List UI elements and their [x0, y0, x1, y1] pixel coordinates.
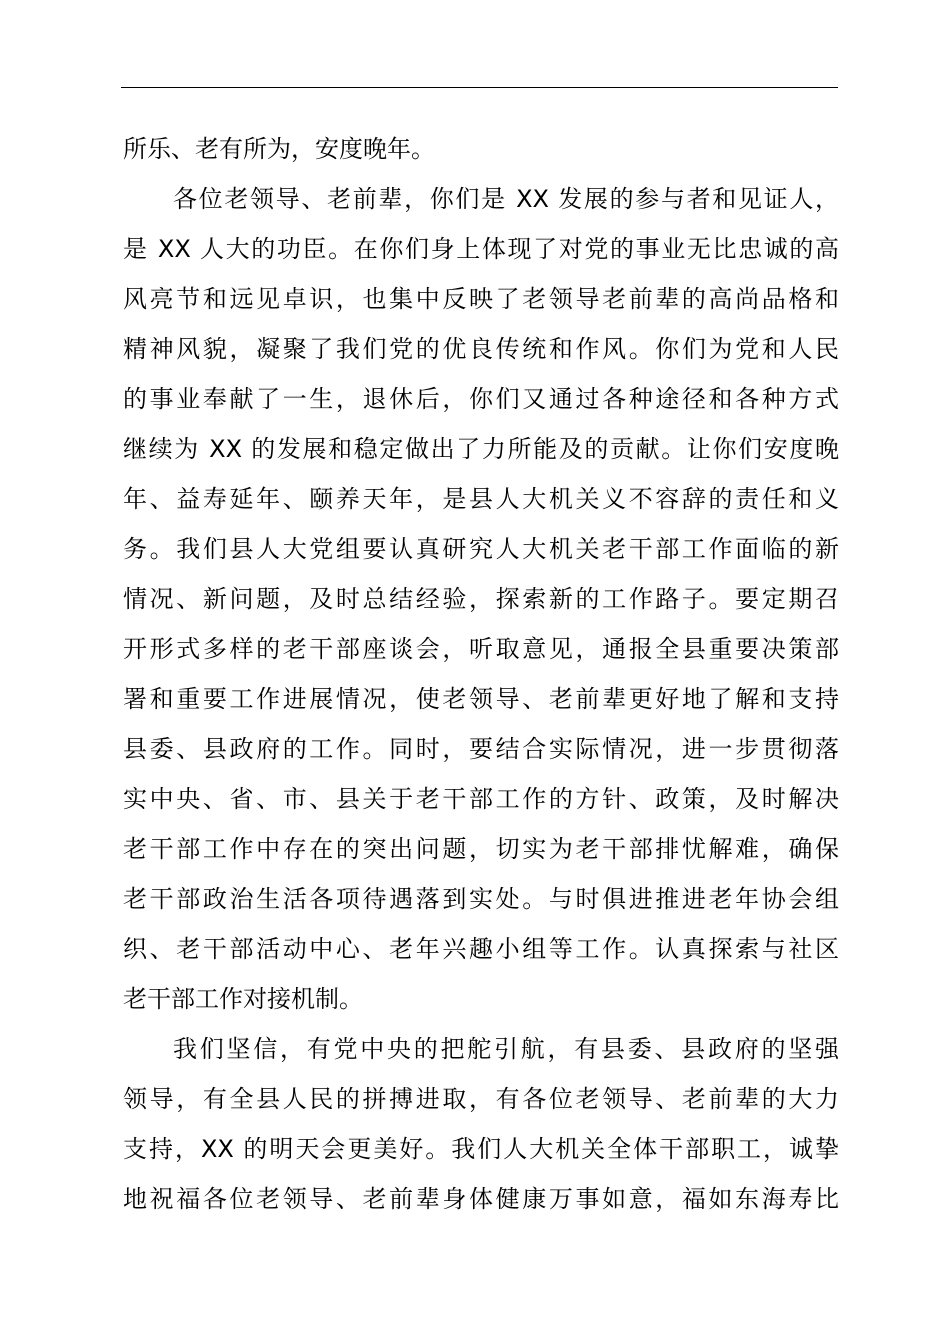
text-line: 老干部政治生活各项待遇落到实处。与时俱进推进老年协会组	[123, 885, 839, 913]
text-line: 继续为 XX 的发展和稳定做出了力所能及的贡献。让你们安度晚	[123, 435, 839, 463]
text-line: 地祝福各位老领导、老前辈身体健康万事如意，福如东海寿比	[123, 1185, 839, 1213]
text-line: 各位老领导、老前辈，你们是 XX 发展的参与者和见证人，	[173, 185, 839, 213]
text-line: 织、老干部活动中心、老年兴趣小组等工作。认真探索与社区	[123, 935, 839, 963]
text-line: 风亮节和远见卓识，也集中反映了老领导老前辈的高尚品格和	[123, 285, 839, 313]
text-line: 老干部工作对接机制。	[123, 985, 363, 1013]
text-line: 年、益寿延年、颐养天年，是县人大机关义不容辞的责任和义	[123, 485, 839, 513]
text-line: 是 XX 人大的功臣。在你们身上体现了对党的事业无比忠诚的高	[123, 235, 839, 263]
text-line: 实中央、省、市、县关于老干部工作的方针、政策，及时解决	[123, 785, 839, 813]
text-line: 老干部工作中存在的突出问题，切实为老干部排忧解难，确保	[123, 835, 839, 863]
text-line: 情况、新问题，及时总结经验，探索新的工作路子。要定期召	[123, 585, 839, 613]
text-line: 务。我们县人大党组要认真研究人大机关老干部工作面临的新	[123, 535, 839, 563]
text-line: 支持，XX 的明天会更美好。我们人大机关全体干部职工，诚挚	[123, 1135, 839, 1163]
text-line: 领导，有全县人民的拼搏进取，有各位老领导、老前辈的大力	[123, 1085, 839, 1113]
body-text	[123, 124, 839, 1224]
text-line: 精神风貌，凝聚了我们党的优良传统和作风。你们为党和人民	[123, 335, 839, 363]
text-line: 所乐、老有所为，安度晚年。	[123, 135, 435, 163]
header-rule	[121, 87, 838, 88]
text-line: 开形式多样的老干部座谈会，听取意见，通报全县重要决策部	[123, 635, 839, 663]
text-line: 我们坚信，有党中央的把舵引航，有县委、县政府的坚强	[173, 1035, 839, 1063]
text-line: 的事业奉献了一生，退休后，你们又通过各种途径和各种方式	[123, 385, 839, 413]
text-line: 县委、县政府的工作。同时，要结合实际情况，进一步贯彻落	[123, 735, 839, 763]
text-line: 署和重要工作进展情况，使老领导、老前辈更好地了解和支持	[123, 685, 839, 713]
